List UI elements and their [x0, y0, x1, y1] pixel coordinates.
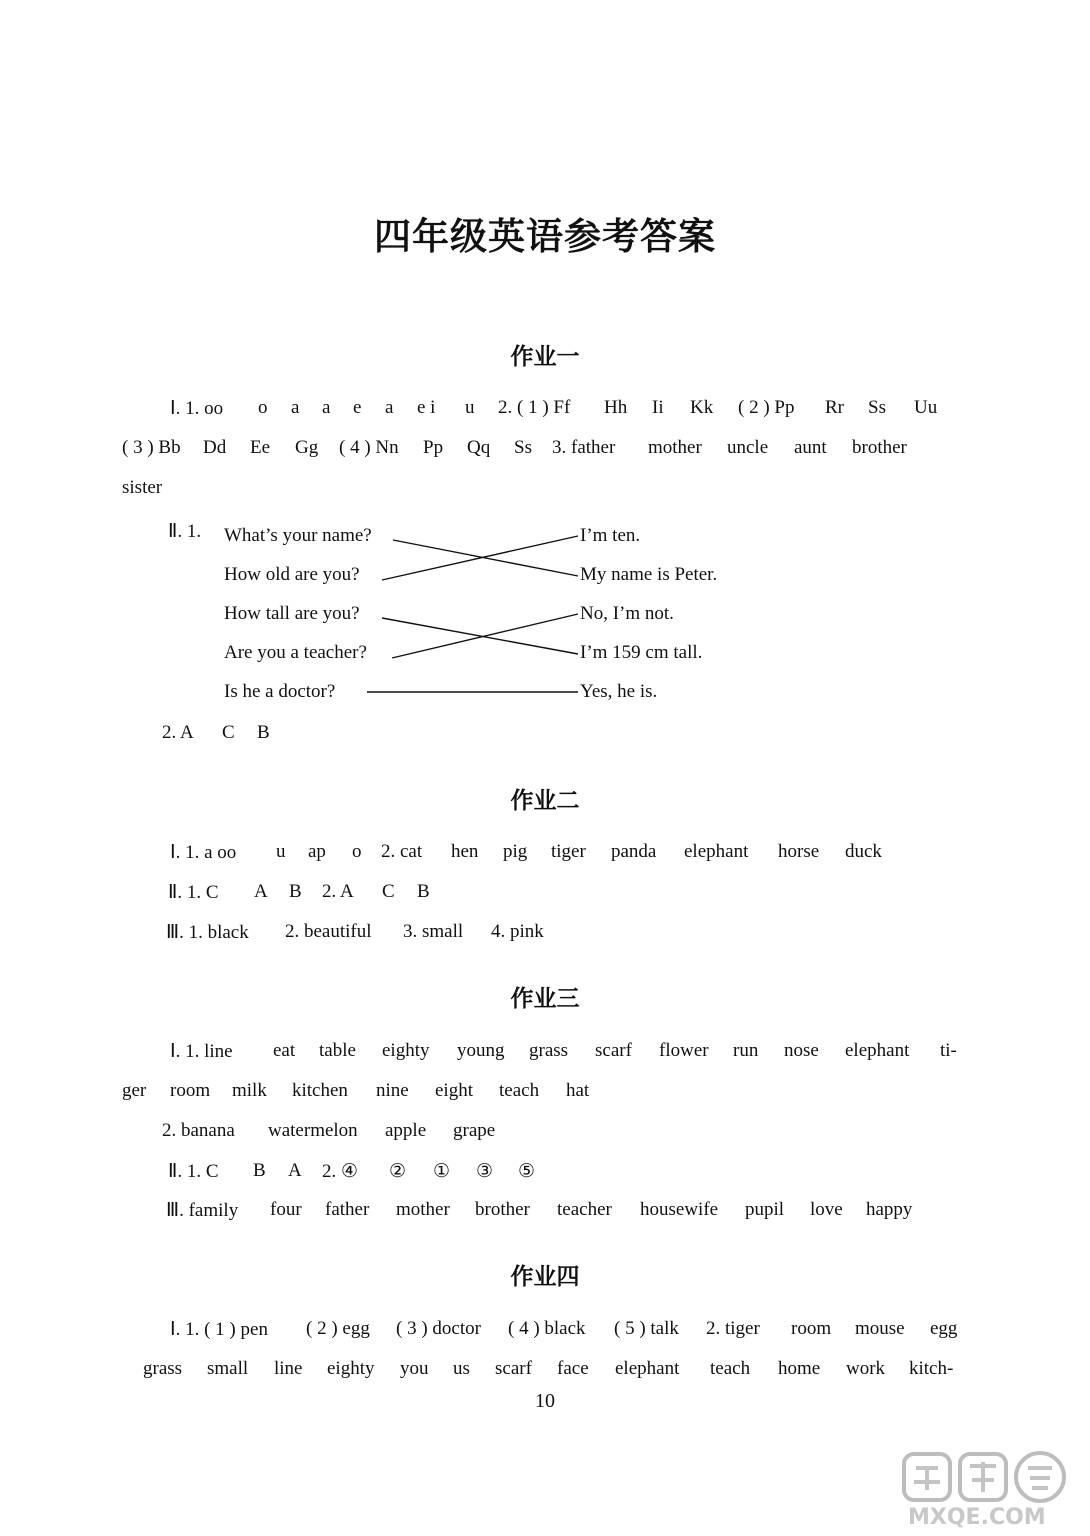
- word: 2. A: [162, 722, 194, 743]
- word: 2. ( 1 ) Ff: [498, 397, 571, 418]
- word: housewife: [640, 1199, 719, 1220]
- word: love: [810, 1199, 843, 1220]
- match-left-5: Is he a doctor?: [224, 681, 336, 702]
- word: teach: [499, 1080, 540, 1101]
- match-left-3: How tall are you?: [224, 603, 360, 624]
- word: Ⅰ. 1. oo: [170, 398, 224, 419]
- word: ①: [433, 1161, 451, 1182]
- word: grass: [529, 1040, 569, 1061]
- word: B: [253, 1160, 266, 1181]
- word: 4. pink: [491, 921, 544, 942]
- word: Ⅲ. 1. black: [166, 922, 249, 943]
- word: A: [288, 1160, 302, 1181]
- word: eat: [273, 1040, 296, 1061]
- word: a: [322, 397, 331, 418]
- watermark-logo-icon: [898, 1450, 1078, 1530]
- word: milk: [232, 1080, 267, 1101]
- word: small: [207, 1358, 249, 1379]
- word: Dd: [203, 437, 227, 458]
- word: duck: [845, 841, 882, 862]
- word: C: [222, 722, 235, 743]
- word: ger: [122, 1080, 147, 1101]
- word: ti-: [940, 1040, 957, 1061]
- word: nose: [784, 1040, 819, 1061]
- word: us: [453, 1358, 470, 1379]
- word: Ee: [250, 437, 271, 458]
- word: Ⅰ. 1. a oo: [170, 842, 237, 863]
- word: Kk: [690, 397, 714, 418]
- word: eighty: [327, 1358, 375, 1379]
- word: ( 4 ) Nn: [339, 437, 399, 458]
- match-right-5: Yes, he is.: [580, 681, 658, 702]
- word: face: [557, 1358, 589, 1379]
- word: 3. small: [403, 921, 464, 942]
- word: B: [289, 881, 302, 902]
- word: run: [733, 1040, 759, 1061]
- word: e i: [417, 397, 436, 418]
- word: mother: [396, 1199, 450, 1220]
- word: ( 4 ) black: [508, 1318, 586, 1339]
- word: A: [254, 881, 268, 902]
- word: happy: [866, 1199, 913, 1220]
- word: line: [274, 1358, 303, 1379]
- word: teacher: [557, 1199, 612, 1220]
- word: Ⅲ. family: [166, 1200, 239, 1221]
- word: Rr: [825, 397, 844, 418]
- word: elephant: [615, 1358, 680, 1379]
- word: Ⅰ. 1. line: [170, 1041, 233, 1062]
- word: horse: [778, 841, 820, 862]
- word: Ⅱ. 1. C: [168, 1161, 219, 1182]
- word: home: [778, 1358, 821, 1379]
- match-line-3: [382, 618, 578, 654]
- word: uncle: [727, 437, 769, 458]
- match-right-4: I’m 159 cm tall.: [580, 642, 703, 663]
- word: ( 5 ) talk: [614, 1318, 679, 1339]
- word: egg: [930, 1318, 958, 1339]
- page-number: 10: [535, 1390, 555, 1412]
- match-line-4: [392, 614, 578, 658]
- section-heading-hw2: 作业二: [510, 788, 580, 814]
- word: hat: [566, 1080, 590, 1101]
- word: father: [325, 1199, 370, 1220]
- word: Ss: [868, 397, 886, 418]
- word: apple: [385, 1120, 427, 1141]
- word: teach: [710, 1358, 751, 1379]
- word: o: [258, 397, 268, 418]
- word: a: [385, 397, 394, 418]
- word: 2. beautiful: [285, 921, 372, 942]
- word: mother: [648, 437, 702, 458]
- word: grape: [453, 1120, 496, 1141]
- word: you: [400, 1358, 429, 1379]
- match-left-2: How old are you?: [224, 564, 360, 585]
- word: table: [319, 1040, 356, 1061]
- word: o: [352, 841, 362, 862]
- word: flower: [659, 1040, 709, 1061]
- word: 3. father: [552, 437, 616, 458]
- word: watermelon: [268, 1120, 358, 1141]
- match-left-4: Are you a teacher?: [224, 642, 367, 663]
- match-right-3: No, I’m not.: [580, 603, 674, 624]
- page-title: 四年级英语参考答案: [374, 214, 716, 258]
- word: e: [353, 397, 362, 418]
- word: kitch-: [909, 1358, 954, 1379]
- word: kitchen: [292, 1080, 348, 1101]
- word: ( 3 ) Bb: [122, 437, 181, 458]
- match-label: Ⅱ. 1.: [168, 521, 202, 542]
- word: 2. tiger: [706, 1318, 760, 1339]
- word: Uu: [914, 397, 938, 418]
- word: ( 2 ) Pp: [738, 397, 795, 418]
- word: Ⅱ. 1. C: [168, 882, 219, 903]
- word: room: [170, 1080, 211, 1101]
- section-heading-hw3: 作业三: [510, 986, 580, 1012]
- word: elephant: [845, 1040, 910, 1061]
- watermark-logo: [898, 1450, 1078, 1530]
- word: B: [417, 881, 430, 902]
- word: young: [457, 1040, 505, 1061]
- word: elephant: [684, 841, 749, 862]
- word: Ii: [652, 397, 664, 418]
- match-right-2: My name is Peter.: [580, 564, 718, 585]
- section-heading-hw4: 作业四: [510, 1264, 580, 1290]
- word: Gg: [295, 437, 319, 458]
- word: a: [291, 397, 300, 418]
- word: ( 2 ) egg: [306, 1318, 370, 1339]
- word: u: [276, 841, 286, 862]
- word: nine: [376, 1080, 409, 1101]
- word: u: [465, 397, 475, 418]
- word: ③: [476, 1161, 494, 1182]
- word: 2. A: [322, 881, 354, 902]
- word: ap: [308, 841, 326, 862]
- match-line-2: [382, 536, 578, 580]
- word: grass: [143, 1358, 183, 1379]
- word: Ⅰ. 1. ( 1 ) pen: [170, 1319, 268, 1340]
- word: scarf: [595, 1040, 632, 1061]
- word: 2. banana: [162, 1120, 235, 1141]
- word: Ss: [514, 437, 532, 458]
- word: mouse: [855, 1318, 905, 1339]
- word: B: [257, 722, 270, 743]
- word: work: [846, 1358, 886, 1379]
- word: eight: [435, 1080, 473, 1101]
- word: ②: [389, 1161, 407, 1182]
- word: ( 3 ) doctor: [396, 1318, 481, 1339]
- word: Hh: [604, 397, 628, 418]
- word: eighty: [382, 1040, 430, 1061]
- word: Pp: [423, 437, 444, 458]
- word: four: [270, 1199, 302, 1220]
- word: scarf: [495, 1358, 532, 1379]
- word: brother: [852, 437, 907, 458]
- word: brother: [475, 1199, 530, 1220]
- match-right-1: I’m ten.: [580, 525, 641, 546]
- svg-text:MXQE.COM: MXQE.COM: [908, 1505, 1046, 1530]
- word: aunt: [794, 437, 827, 458]
- word: pig: [503, 841, 528, 862]
- word: 2. cat: [381, 841, 423, 862]
- word: hen: [451, 841, 479, 862]
- word: sister: [122, 477, 163, 498]
- word: 2. ④: [322, 1161, 359, 1182]
- word: panda: [611, 841, 657, 862]
- word: ⑤: [518, 1161, 536, 1182]
- word: C: [382, 881, 395, 902]
- word: tiger: [551, 841, 586, 862]
- match-left-1: What’s your name?: [224, 525, 372, 546]
- word: pupil: [745, 1199, 785, 1220]
- word: Qq: [467, 437, 491, 458]
- section-heading-hw1: 作业一: [510, 344, 580, 370]
- word: room: [791, 1318, 832, 1339]
